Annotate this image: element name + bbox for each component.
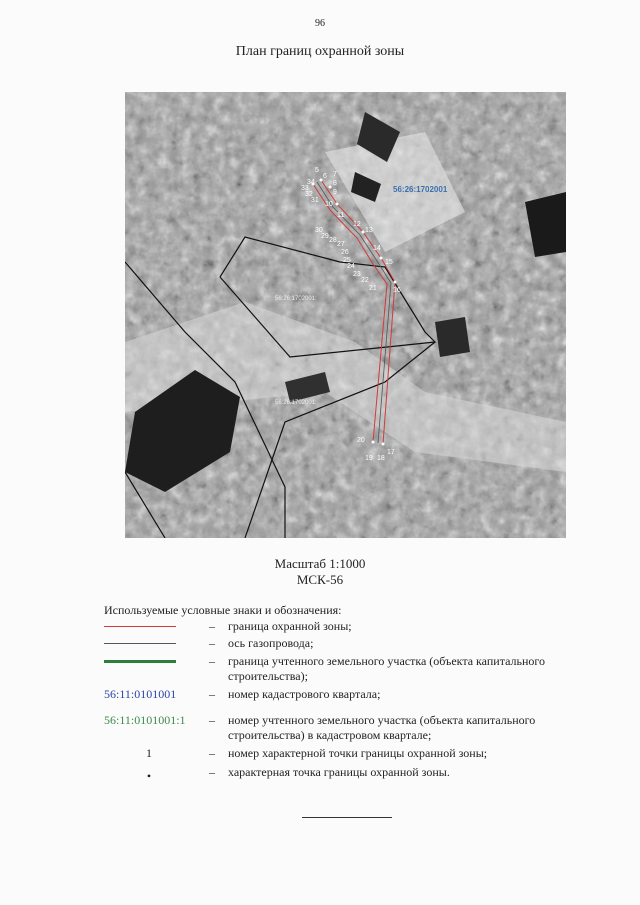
legend-item-parcel-number: 56:11:0101001:1 – номер учтенного земельного участка (объекта капитального строительства) в кадастровом квартале; bbox=[104, 713, 536, 742]
point-label: 14 bbox=[373, 245, 381, 252]
green-line-symbol bbox=[104, 654, 196, 669]
map-image bbox=[125, 92, 566, 538]
point-label: 17 bbox=[387, 449, 395, 456]
point-label: 19 bbox=[365, 455, 373, 462]
point-number-symbol: 1 bbox=[146, 746, 152, 760]
point-label: 30 bbox=[315, 227, 323, 234]
parcel-code-symbol: 56:11:0101001:1 bbox=[104, 713, 186, 727]
point-label: 22 bbox=[361, 277, 369, 284]
cadastral-quarter-label: 56:26:1702001 bbox=[393, 185, 448, 194]
quarter-code-symbol: 56:11:0101001 bbox=[104, 687, 177, 701]
point-label: 33 bbox=[301, 185, 309, 192]
point-label: 28 bbox=[329, 237, 337, 244]
point-label: 31 bbox=[311, 197, 319, 204]
aerial-map bbox=[125, 92, 566, 538]
point-label: 8 bbox=[333, 180, 337, 187]
point-label: 23 bbox=[353, 271, 361, 278]
point-label: 5 bbox=[315, 167, 319, 174]
point-label: 34 bbox=[307, 179, 315, 186]
point-label: 20 bbox=[357, 437, 365, 444]
point-label: 32 bbox=[305, 191, 313, 198]
point-label: 6 bbox=[323, 173, 327, 180]
signature-line bbox=[302, 817, 392, 818]
point-label: 13 bbox=[365, 227, 373, 234]
point-label: 15 bbox=[385, 259, 393, 266]
point-label: 10 bbox=[325, 201, 333, 208]
red-line-symbol bbox=[104, 619, 196, 634]
map-caption bbox=[0, 556, 640, 588]
point-label: 9 bbox=[333, 189, 337, 196]
page-title: План границ охранной зоны bbox=[235, 44, 405, 59]
point-label: 12 bbox=[353, 221, 361, 228]
point-label: 7 bbox=[333, 171, 337, 178]
point-label: 16 bbox=[393, 287, 401, 294]
point-marker-symbol: • bbox=[146, 769, 152, 783]
point-label: 26 bbox=[341, 249, 349, 256]
point-label: 21 bbox=[369, 285, 377, 292]
legend-heading: Используемые условные знаки и обозначения: bbox=[104, 603, 342, 617]
point-label: 29 bbox=[321, 233, 329, 240]
scale-label: Масштаб 1:1000 bbox=[274, 556, 366, 571]
parcel-label: 56:26:1702001: bbox=[275, 296, 317, 302]
point-label: 24 bbox=[347, 263, 355, 270]
coordinate-system-label: МСК-56 bbox=[296, 572, 344, 587]
point-label: 25 bbox=[343, 257, 351, 264]
parcel-label: 56:26:1702001: bbox=[275, 400, 317, 406]
black-line-symbol bbox=[104, 636, 196, 651]
point-label: 18 bbox=[377, 455, 385, 462]
point-label: 11 bbox=[337, 212, 345, 219]
legend-item-parcel-boundary: – граница учтенного земельного участка (объекта капитального строительства); bbox=[104, 654, 584, 684]
page-number: 96 bbox=[315, 18, 325, 29]
point-label: 27 bbox=[337, 241, 345, 248]
